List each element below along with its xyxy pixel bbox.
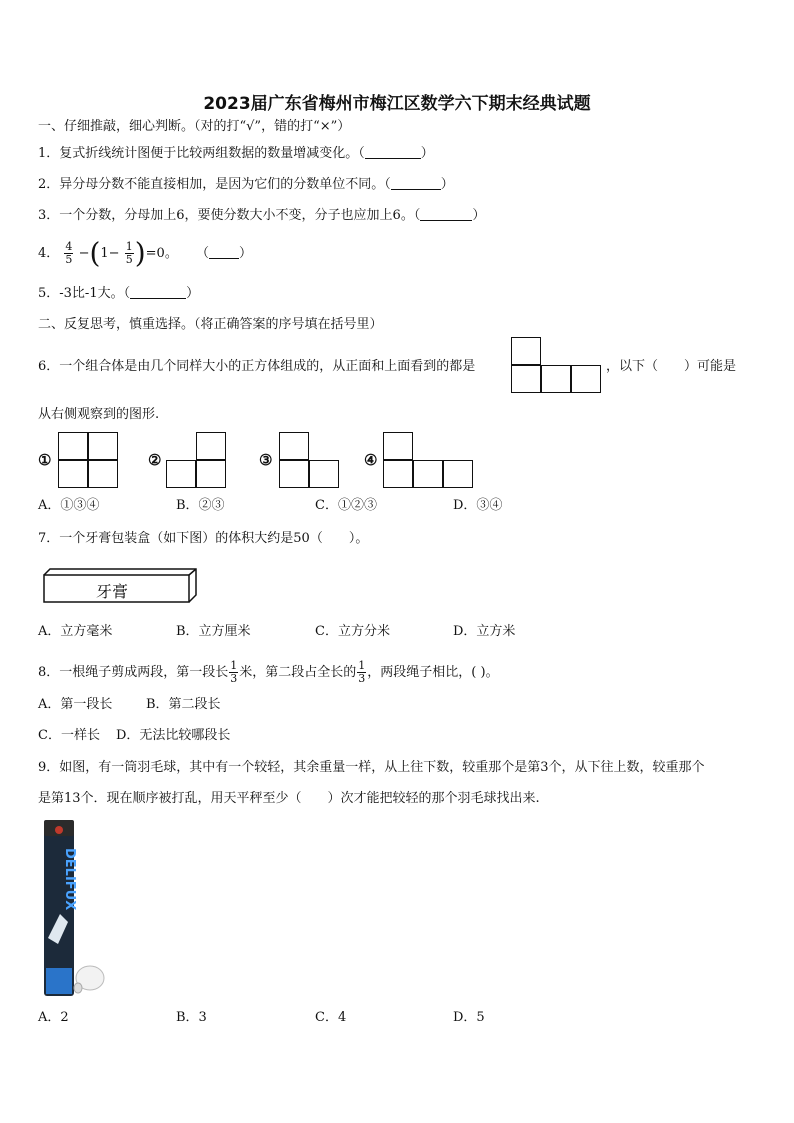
q7-option-a: A．立方毫米 — [38, 624, 113, 639]
q8-option-c: C．一样长 — [38, 728, 100, 743]
figure-label-1: ① — [38, 451, 52, 469]
fraction: $\frac{1}{3}$ — [358, 659, 366, 685]
question-9-line1: 9．如图，有一筒羽毛球，其中有一个较轻，其余重量一样，从上往下数，较重那个是第3个，从下往上数，较重那个 — [38, 760, 705, 775]
tube-brand-text: DELIFUX — [62, 848, 77, 911]
fraction: $\frac{4}{5}$ — [65, 240, 73, 266]
figure-label-3: ③ — [259, 451, 273, 469]
q9-option-a: A．2 — [38, 1010, 69, 1025]
q7-option-b: B．立方厘米 — [176, 624, 251, 639]
q9-option-c: C．4 — [315, 1010, 347, 1025]
q7-option-d: D．立方米 — [453, 624, 516, 639]
question-3: 3．一个分数，分母加上6，要使分数大小不变，分子也应加上6。（ ） — [38, 208, 486, 223]
question-5: 5．-3比-1大。（ ） — [38, 286, 200, 301]
q8-option-a: A．第一段长 — [38, 697, 113, 712]
fraction: $\frac{1}{5}$ — [125, 240, 133, 266]
q8-option-d: D．无法比较哪段长 — [116, 728, 231, 743]
shuttlecock-tube-image — [38, 818, 110, 1000]
q7-option-c: C．立方分米 — [315, 624, 390, 639]
question-7: 7．一个牙膏包装盒（如下图）的体积大约是50（ ）。 — [38, 531, 369, 546]
question-6-continued: ，以下（ ）可能是 — [606, 359, 737, 374]
page-title: 2023届广东省梅州市梅江区数学六下期末经典试题 — [203, 94, 591, 114]
fraction: $\frac{1}{3}$ — [230, 659, 238, 685]
q9-option-b: B．3 — [176, 1010, 207, 1025]
section1-heading: 一、仔细推敲，细心判断。（对的打“√”，错的打“×”） — [38, 119, 351, 134]
figure-label-2: ② — [148, 451, 162, 469]
section2-heading: 二、反复思考，慎重选择。（将正确答案的序号填在括号里） — [38, 317, 383, 332]
q6-option-b: B．②③ — [176, 498, 225, 513]
q9-option-d: D．5 — [453, 1010, 485, 1025]
question-6-line2: 从右侧观察到的图形. — [38, 407, 160, 422]
question-4: 4． $\frac{4}{5}$ −(1− $\frac{1}{5}$ )=0。 （ ） — [38, 236, 252, 270]
toothpaste-box-label: 牙膏 — [96, 582, 129, 601]
question-6: 6．一个组合体是由几个同样大小的正方体组成的，从正面和上面看到的都是 — [38, 359, 476, 374]
question-2: 2．异分母分数不能直接相加，是因为它们的分数单位不同。（ ） — [38, 177, 454, 192]
q6-option-a: A．①③④ — [38, 498, 100, 513]
question-8: 8．一根绳子剪成两段，第一段长 $\frac{1}{3}$ 米，第二段占全长的 $\frac{1}{3}$ ，两段绳子相比，( )。 — [38, 659, 499, 685]
q8-option-b: B．第二段长 — [146, 697, 221, 712]
q6-option-d: D．③④ — [453, 498, 503, 513]
question-1: 1．复式折线统计图便于比较两组数据的数量增减变化。（ ） — [38, 146, 434, 161]
question-9-line2: 是第13个．现在顺序被打乱，用天平秤至少（ ）次才能把较轻的那个羽毛球找出来. — [38, 791, 540, 806]
q6-option-c: C．①②③ — [315, 498, 377, 513]
figure-label-4: ④ — [364, 451, 378, 469]
